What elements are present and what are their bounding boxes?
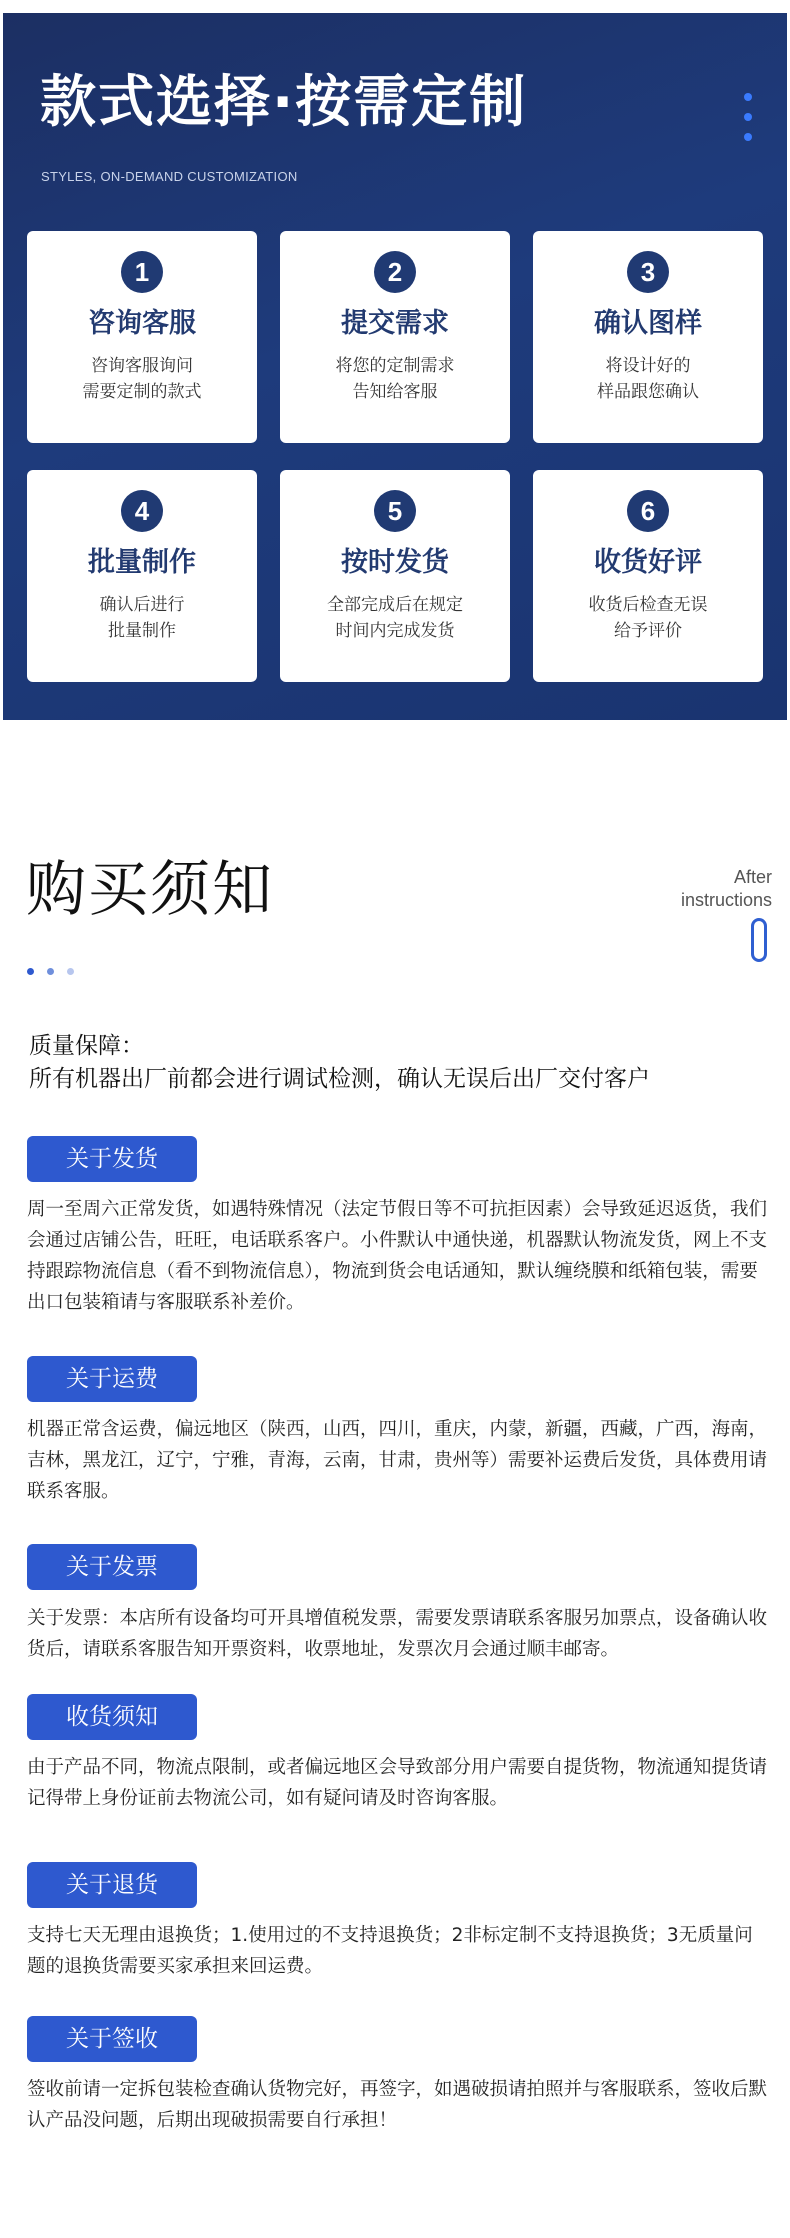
step-description <box>27 592 257 644</box>
quality-guarantee <box>29 1030 650 1096</box>
step-description <box>533 353 763 405</box>
scroll-pill-icon <box>751 918 767 962</box>
step-card-4 <box>27 470 257 682</box>
after-instructions-caption <box>660 866 772 912</box>
section-text-returns: 支持七天无理由退换货；1.使用过的不支持退换货；2非标定制不支持退换货；3无质量问题的退换货需要买家承担来回运费。 <box>27 1925 753 1977</box>
quality-text: 所有机器出厂前都会进行调试检测，确认无误后出厂交付客户 <box>29 1066 650 1092</box>
customization-banner <box>3 13 787 720</box>
step-title: 批量制作 <box>88 547 196 578</box>
step-description <box>27 353 257 405</box>
dot-icon <box>744 133 752 141</box>
section-text-invoice: 关于发票：本店所有设备均可开具增值税发票，需要发票请联系客服另加票点，设备确认收货后，请联系客服告知开票资料，收票地址，发票次月会通过顺丰邮寄。 <box>27 1608 768 1660</box>
step-desc-line: 时间内完成发货 <box>335 621 455 641</box>
dot-icon <box>27 968 34 975</box>
caption-line: After <box>733 867 772 887</box>
dot-icon <box>744 113 752 121</box>
step-number-badge: 6 <box>627 490 669 532</box>
step-description <box>533 592 763 644</box>
step-title: 收货好评 <box>594 547 702 578</box>
section-label-freight: 关于运费 <box>27 1356 197 1402</box>
section-label-signing: 关于签收 <box>27 2016 197 2062</box>
section-label-shipping: 关于发货 <box>27 1136 197 1182</box>
vertical-dots-decoration <box>744 93 752 153</box>
step-desc-line: 告知给客服 <box>352 382 438 402</box>
step-desc-line: 将您的定制需求 <box>335 356 455 376</box>
step-card-3 <box>533 231 763 443</box>
section-text-shipping: 周一至周六正常发货，如遇特殊情况（法定节假日等不可抗拒因素）会导致延迟返货，我们会通过店铺公告，旺旺，电话联系客户。小件默认中通快递，机器默认物流发货，网上不支持跟踪物流信息（看不到物流信息），物流到货会电话通知，默认缠绕膜和纸箱包装，需要出口包装箱请与客服联系补差价。 <box>27 1199 768 1313</box>
section-text-freight: 机器正常含运费，偏远地区（陕西，山西，四川，重庆，内蒙，新疆，西藏，广西，海南，吉林，黑龙江，辽宁，宁雅，青海，云南，甘肃，贵州等）需要补运费后发货，具体费用请联系客服。 <box>27 1419 768 1502</box>
step-desc-line: 给予评价 <box>614 621 682 641</box>
section-label-returns: 关于退货 <box>27 1862 197 1908</box>
step-number-badge: 1 <box>121 251 163 293</box>
step-number-badge: 2 <box>374 251 416 293</box>
step-description <box>280 592 510 644</box>
step-title: 咨询客服 <box>88 308 196 339</box>
step-card-6 <box>533 470 763 682</box>
step-desc-line: 样品跟您确认 <box>597 382 699 402</box>
dot-icon <box>67 968 74 975</box>
step-card-5 <box>280 470 510 682</box>
step-desc-line: 咨询客服询问 <box>91 356 193 376</box>
step-desc-line: 将设计好的 <box>605 356 691 376</box>
step-desc-line: 批量制作 <box>108 621 176 641</box>
step-card-1 <box>27 231 257 443</box>
notice-title: 购买须知 <box>26 855 274 925</box>
banner-title: 款式选择·按需定制 <box>40 70 528 135</box>
step-desc-line: 全部完成后在规定 <box>327 595 463 615</box>
caption-line: instructions <box>680 890 772 910</box>
step-desc-line: 需要定制的款式 <box>82 382 202 402</box>
quality-heading: 质量保障： <box>29 1033 144 1059</box>
step-desc-line: 确认后进行 <box>99 595 185 615</box>
step-number-badge: 3 <box>627 251 669 293</box>
dot-icon <box>744 93 752 101</box>
step-number-badge: 5 <box>374 490 416 532</box>
section-text-signing: 签收前请一定拆包装检查确认货物完好，再签字，如遇破损请拍照并与客服联系，签收后默认产品没问题，后期出现破损需要自行承担！ <box>27 2079 768 2131</box>
step-card-2 <box>280 231 510 443</box>
step-desc-line: 收货后检查无误 <box>588 595 708 615</box>
step-title: 提交需求 <box>341 308 449 339</box>
section-text-receiving: 由于产品不同，物流点限制，或者偏远地区会导致部分用户需要自提货物，物流通知提货请记得带上身份证前去物流公司，如有疑问请及时咨询客服。 <box>27 1757 768 1809</box>
horizontal-dots-decoration <box>27 960 82 979</box>
dot-icon <box>47 968 54 975</box>
section-label-receiving: 收货须知 <box>27 1694 197 1740</box>
step-title: 确认图样 <box>594 308 702 339</box>
section-label-invoice: 关于发票 <box>27 1544 197 1590</box>
step-number-badge: 4 <box>121 490 163 532</box>
step-title: 按时发货 <box>341 547 449 578</box>
banner-subtitle: STYLES, ON-DEMAND CUSTOMIZATION <box>41 169 298 184</box>
step-description <box>280 353 510 405</box>
